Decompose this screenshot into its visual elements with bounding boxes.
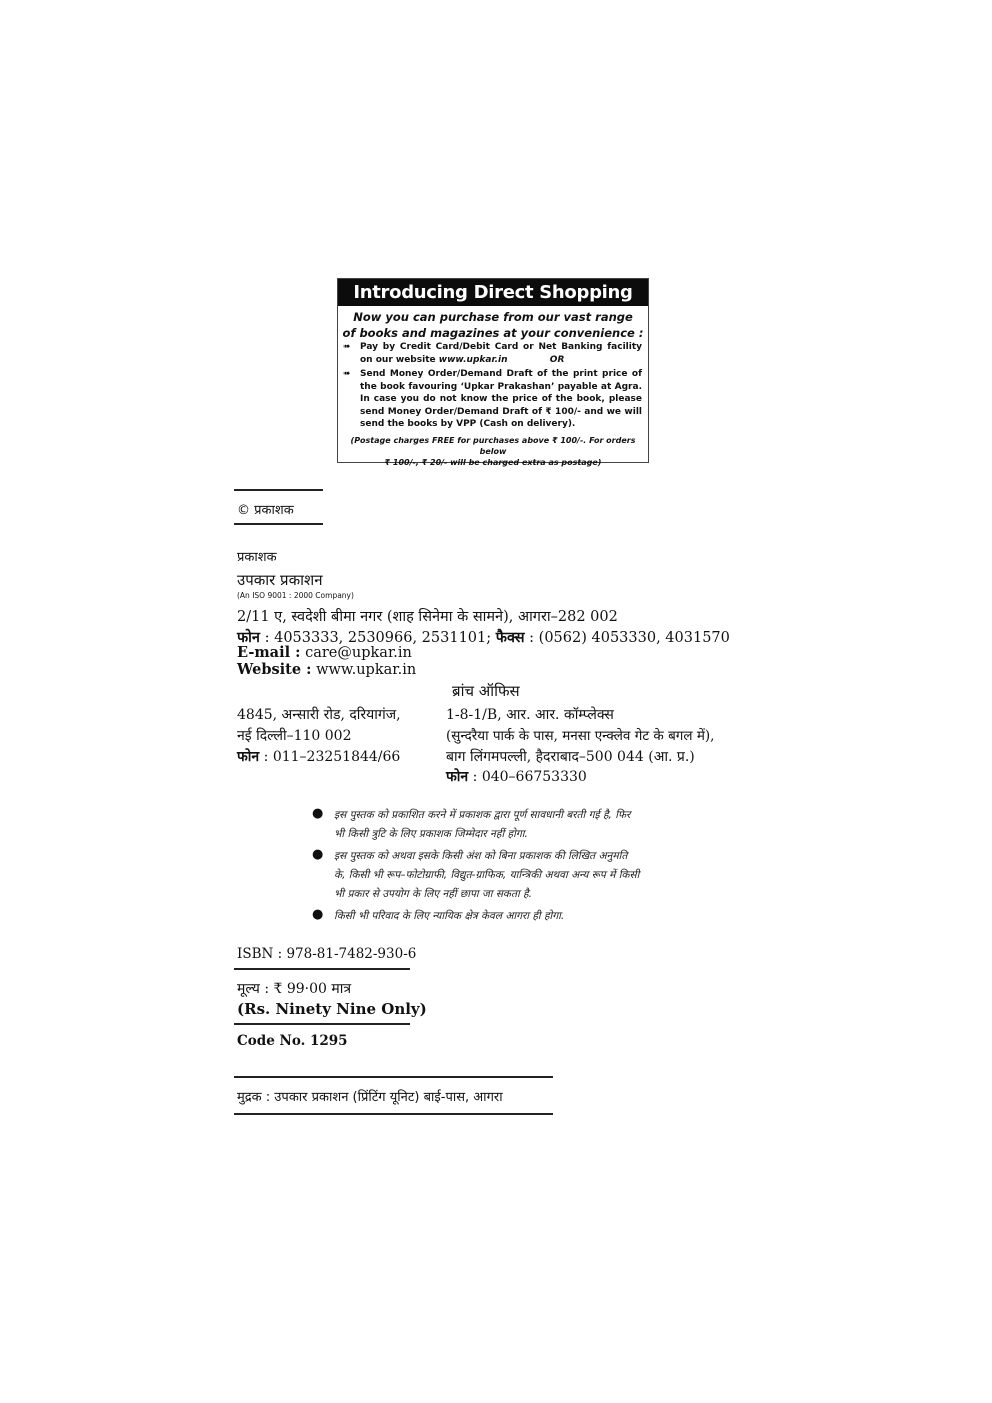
promo-intro-line2: of books and magazines at your convenience : — [342, 326, 644, 340]
branch-delhi-line1: 4845, अन्सारी रोड, दरियागंज, — [237, 707, 401, 723]
copyright-line: © प्रकाशक — [237, 503, 294, 518]
publisher-label: प्रकाशक — [237, 550, 277, 565]
printer-rule-bottom — [234, 1113, 553, 1115]
website-value: www.upkar.in — [311, 662, 417, 678]
email-label: E-mail : — [237, 644, 301, 661]
promo-item2-text: Send Money Order/Demand Draft of the print price of the book favouring ‘Upkar Prakashan’ payable at Agra. In case you do not know the price of the book, please send Money Order/Demand Draft of ₹ 100/- and we will send the books by VPP (Cash on delivery). — [360, 369, 642, 429]
promo-note-line1: (Postage charges FREE for purchases above ₹ 100/-. For orders below — [350, 435, 636, 456]
notice-1-line1: इस पुस्तक को प्रकाशित करने में प्रकाशक द्वारा पूर्ण सावधानी बरती गई है, फिर — [334, 809, 631, 821]
branch-delhi-phone — [237, 747, 400, 766]
arrow-icon: ➠ — [343, 369, 351, 379]
branch-delhi-line2: नई दिल्ली–110 002 — [237, 728, 352, 744]
promo-item-card-payment — [338, 341, 648, 366]
notice-3-line1: किसी भी परिवाद के लिए न्यायिक क्षेत्र केवल आगरा ही होगा. — [334, 910, 565, 922]
arrow-icon: ➠ — [343, 342, 351, 352]
publisher-name: उपकार प्रकाशन — [237, 571, 323, 589]
publisher-iso: (An ISO 9001 : 2000 Company) — [237, 591, 354, 600]
promo-item1-or: OR — [549, 354, 565, 365]
promo-note-line2: ₹ 100/-, ₹ 20/- will be charged extra as postage) — [384, 457, 602, 467]
publisher-address: 2/11 ए, स्वदेशी बीमा नगर (शाह सिनेमा के सामने), आगरा–282 002 — [237, 609, 618, 625]
printer-rule-top — [234, 1076, 553, 1078]
notice-1 — [334, 806, 730, 844]
notice-2-line3: भी प्रकार से उपयोग के लिए नहीं छापा जा सकता है. — [334, 888, 532, 900]
isbn-rule — [234, 968, 410, 970]
branch-hyd-line1: 1-8-1/B, आर. आर. कॉम्प्लेक्स — [446, 707, 614, 723]
promo-item1-website: www.upkar.in — [438, 354, 508, 365]
phone-label: फोन — [237, 630, 260, 646]
promo-item-money-order — [338, 368, 648, 431]
publisher-website — [237, 661, 416, 678]
notice-2-line2: के, किसी भी रूप–फोटोग्राफी, विद्युत-ग्राफिक, यान्त्रिकी अथवा अन्य रूप में किसी — [334, 869, 640, 881]
branch-hyd-phone — [446, 767, 587, 786]
promo-title: Introducing Direct Shopping — [338, 279, 648, 306]
promo-item1-text: Pay by Credit Card/Debit Card or Net Banking facility on our website — [360, 342, 642, 365]
fax-label: फैक्स — [495, 630, 525, 646]
hyd-phone-value: : 040–66753330 — [468, 769, 587, 785]
delhi-phone-label: फोन — [237, 749, 260, 765]
promo-intro-line1: Now you can purchase from our vast range — [353, 310, 633, 324]
branch-heading: ब्रांच ऑफिस — [452, 682, 520, 700]
price-english: (Rs. Ninety Nine Only) — [237, 1000, 427, 1018]
hyd-phone-label: फोन — [446, 769, 469, 785]
promo-intro — [338, 309, 648, 341]
notice-1-line2: भी किसी त्रुटि के लिए प्रकाशक जिम्मेदार नहीं होगा. — [334, 828, 528, 840]
bullet-icon: ● — [312, 847, 324, 862]
bullet-icon: ● — [312, 907, 324, 922]
website-label: Website : — [237, 661, 312, 678]
phone-numbers: : 4053333, 2530966, 2531101; — [259, 630, 496, 646]
notice-2 — [334, 847, 730, 904]
promo-postage-note — [338, 435, 648, 468]
copyright-rule-bottom — [234, 523, 323, 525]
branch-hyd-line2: (सुन्दरैया पार्क के पास, मनसा एन्क्लेव गेट के बगल में), — [446, 728, 715, 744]
code-number: Code No. 1295 — [237, 1033, 348, 1049]
notice-3 — [334, 907, 730, 926]
printer-line: मुद्रक : उपकार प्रकाशन (प्रिंटिंग यूनिट) बाई-पास, आगरा — [237, 1090, 503, 1105]
fax-numbers: : (0562) 4053330, 4031570 — [524, 630, 730, 646]
delhi-phone-value: : 011–23251844/66 — [259, 749, 401, 765]
isbn: ISBN : 978-81-7482-930-6 — [237, 946, 417, 962]
bullet-icon: ● — [312, 806, 324, 821]
email-value: care@upkar.in — [300, 645, 412, 661]
copyright-rule-top — [234, 489, 323, 491]
branch-hyd-line3: बाग लिंगमपल्ली, हैदराबाद–500 044 (आ. प्र.) — [446, 749, 695, 765]
publisher-email — [237, 644, 412, 661]
notice-2-line1: इस पुस्तक को अथवा इसके किसी अंश को बिना प्रकाशक की लिखित अनुमति — [334, 850, 628, 862]
price-hindi: मूल्य : ₹ 99·00 मात्र — [237, 981, 352, 997]
price-rule — [234, 1023, 410, 1025]
direct-shopping-box — [337, 278, 649, 467]
